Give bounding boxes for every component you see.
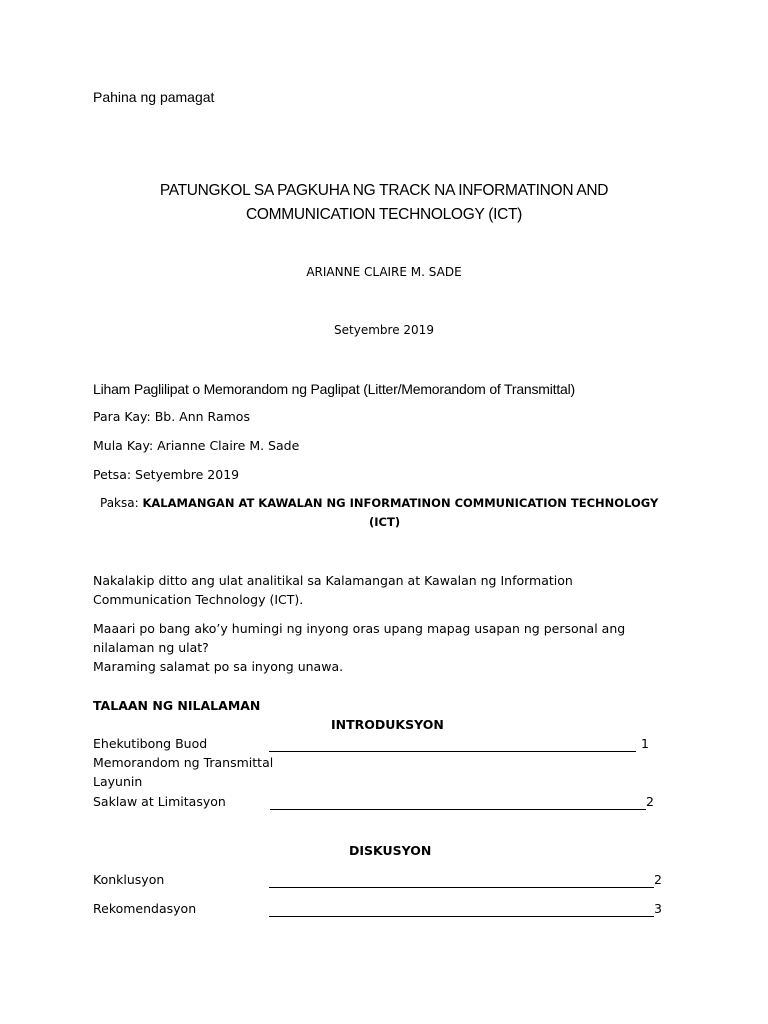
memo-paksa-label: Paksa: — [100, 496, 143, 510]
memo-para-kay: Para Kay: Bb. Ann Ramos — [93, 409, 250, 424]
toc-leader-line — [269, 887, 654, 888]
memo-petsa: Petsa: Setyembre 2019 — [93, 467, 240, 482]
toc-item-label: Memorandom ng Transmittal — [93, 755, 274, 770]
toc-leader-line — [269, 751, 636, 752]
memo-heading: Liham Paglilipat o Memorandom ng Paglipat (Litter/Memorandom of Transmittal) — [93, 381, 576, 397]
toc-leader-line — [270, 809, 646, 810]
toc-item-label: Rekomendasyon — [93, 901, 197, 916]
memo-paksa-value: KALAMANGAN AT KAWALAN NG INFORMATINON COMMUNICATION TECHNOLOGY — [142, 496, 659, 510]
body-paragraph-1-line-2: Communication Technology (ICT). — [93, 592, 304, 607]
body-paragraph-2-line-3: Maraming salamat po sa inyong unawa. — [93, 659, 344, 674]
document-title-line-2: COMMUNICATION TECHNOLOGY (ICT) — [245, 206, 523, 223]
body-paragraph-1-line-1: Nakalakip ditto ang ulat analitikal sa Kalamangan at Kawalan ng Information — [93, 573, 573, 588]
memo-mula-kay: Mula Kay: Arianne Claire M. Sade — [93, 438, 300, 453]
toc-section-diskusyon: DISKUSYON — [349, 843, 432, 858]
document-title-line-1: PATUNGKOL SA PAGKUHA NG TRACK NA INFORMATINON AND — [159, 182, 609, 199]
body-paragraph-2-line-1: Maaari po bang ako’y humingi ng inyong oras upang mapag usapan ng personal ang — [93, 621, 626, 636]
author-name: ARIANNE CLAIRE M. SADE — [306, 265, 462, 279]
memo-paksa-value-line-2: (ICT) — [369, 515, 401, 529]
toc-heading: TALAAN NG NILALAMAN — [93, 698, 261, 713]
toc-item-page: 2 — [646, 794, 654, 809]
toc-item-page: 2 — [654, 872, 662, 887]
toc-item-label: Saklaw at Limitasyon — [93, 794, 226, 809]
page-label: Pahina ng pamagat — [93, 89, 215, 105]
toc-section-introduksyon: INTRODUKSYON — [331, 717, 444, 732]
toc-item-page: 3 — [654, 901, 662, 916]
toc-leader-line — [269, 916, 654, 917]
toc-item-label: Layunin — [93, 774, 143, 789]
memo-paksa — [100, 497, 658, 510]
body-paragraph-2-line-2: nilalaman ng ulat? — [93, 640, 209, 655]
toc-item-label: Konklusyon — [93, 872, 165, 887]
document-date: Setyembre 2019 — [334, 323, 434, 337]
toc-item-page: 1 — [641, 736, 649, 751]
toc-item-label: Ehekutibong Buod — [93, 736, 208, 751]
